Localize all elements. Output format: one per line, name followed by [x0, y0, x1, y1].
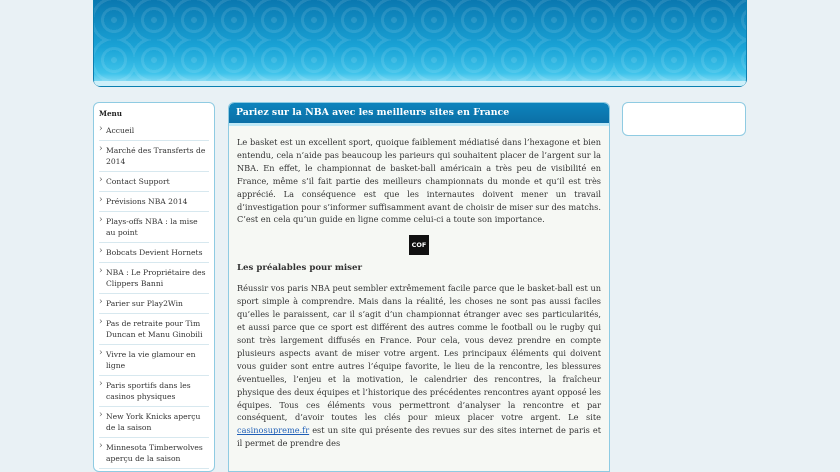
sidebar-item-timberwolves[interactable]: › Minnesota Timberwolves aperçu de la saison	[99, 438, 209, 469]
article-title: Pariez sur la NBA avec les meilleurs sites en France	[229, 103, 609, 126]
article-body	[237, 282, 601, 450]
sidebar-item-marche-transferts[interactable]: › Marché des Transferts de 2014	[99, 141, 209, 172]
sidebar-item-bobcats-hornets[interactable]: › Bobcats Devient Hornets	[99, 243, 209, 263]
article-subheading: Les préalables pour miser	[237, 263, 363, 274]
sidebar-item-previsions-nba[interactable]: › Prévisions NBA 2014	[99, 192, 209, 212]
sidebar-item-clippers[interactable]: › NBA : Le Propriétaire des Clippers Banni	[99, 263, 209, 294]
article-content	[229, 126, 609, 450]
article-body-text-continued: est un site qui présente des revues sur des sites internet de paris et il permet de prendre des	[237, 425, 601, 449]
cof-logo: COF	[409, 235, 429, 255]
sidebar-item-casinos-physiques[interactable]: › Paris sportifs dans les casinos physiques	[99, 376, 209, 407]
sidebar-heading: Menu	[99, 109, 122, 118]
article-body-text: Réussir vos paris NBA peut sembler extrêmement facile parce que le basket-ball est un sport simple à comprendre. Mais dans la réalité, les choses ne sont pas aussi faciles qu’elles le paraissent, car il s’agit d’un championnat étranger avec ses particularités, et aussi parce que ce sport est différent des autres comme le football ou le rugby qui sont très largement diffusés en France. Pour cela, vous devez prendre en compte plusieurs aspects avant de miser votre argent. Les principaux éléments qui doivent vous guider sont entre autres l’équipe favorite, le lieu de la rencontre, les blessures éventuelles, l’enjeu et la motivation, le calendrier des rencontres, la fraîcheur physique des deux équipes et l’historique des précédentes rencontres ayant opposé les équipes. Tous ces éléments vous permettront d’analyser la rencontre et par conséquent, d’avoir toutes les clés pour mieux placer votre argent. Le site	[237, 283, 601, 423]
main-article	[228, 102, 610, 472]
sidebar-item-knicks[interactable]: › New York Knicks aperçu de la saison	[99, 407, 209, 438]
sidebar-item-plays-offs[interactable]: › Plays-offs NBA : la mise au point	[99, 212, 209, 243]
article-intro: Le basket est un excellent sport, quoique faiblement médiatisé dans l’hexagone et bien entendu, cela n’aide pas beaucoup les parieurs qui souhaitent placer de l’argent sur la NBA. En effet, le championnat de basket-ball américain a très peu de visibilité en France, même s’il fait partie des meilleurs championnats du monde et qu’il est très apprécié. La conséquence est que les internautes doivent mener un travail d’investigation pour s’informer suffisamment avant de choisir de miser sur des matchs. C’est en cela qu’un guide en ligne comme celui-ci a toute son importance.	[237, 137, 601, 225]
sidebar-item-contact-support[interactable]: › Contact Support	[99, 172, 209, 192]
sidebar-menu-list	[99, 121, 209, 469]
sidebar-item-accueil[interactable]: › Accueil	[99, 121, 209, 141]
right-sidebar-box	[622, 102, 746, 136]
sidebar-menu	[93, 102, 215, 472]
sidebar-item-vie-glamour[interactable]: › Vivre la vie glamour en ligne	[99, 345, 209, 376]
casinosupreme-link[interactable]: casinosupreme.fr	[237, 425, 310, 436]
site-header-banner	[93, 0, 747, 87]
sidebar-item-play2win[interactable]: › Parier sur Play2Win	[99, 294, 209, 314]
sidebar-item-duncan-ginobili[interactable]: › Pas de retraite pour Tim Duncan et Manu Ginobili	[99, 314, 209, 345]
